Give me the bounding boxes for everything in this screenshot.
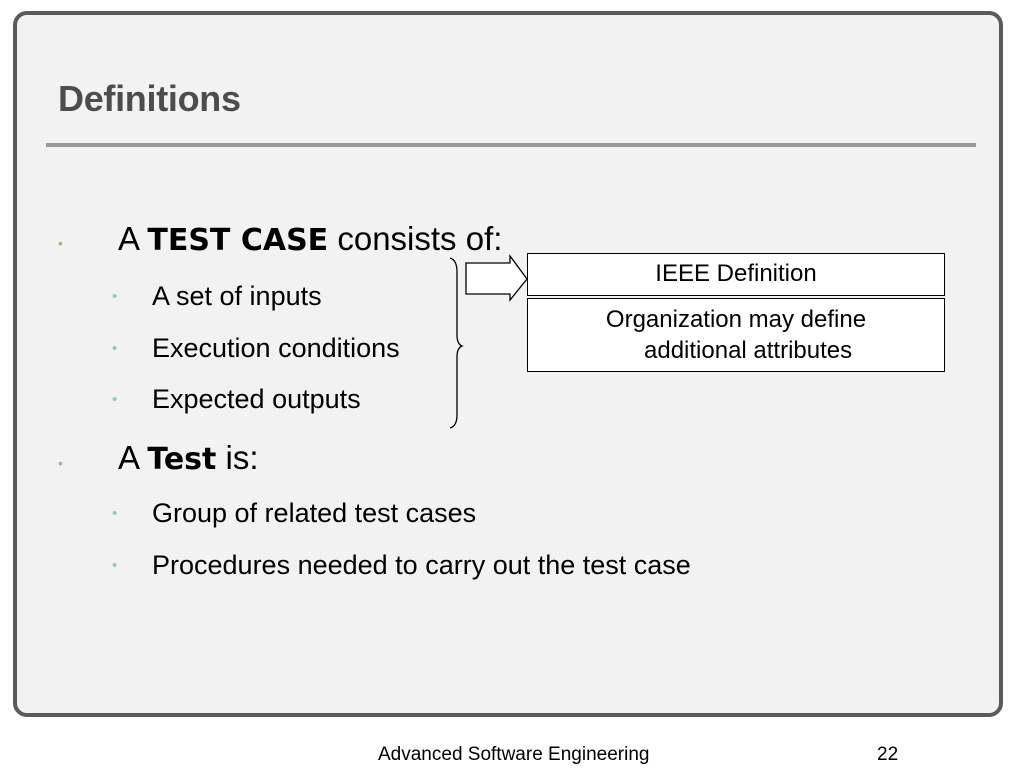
slide-title: Definitions	[58, 78, 241, 119]
sub-bullet-icon: •	[112, 288, 118, 305]
curly-brace-icon	[450, 258, 462, 428]
organization-note-line2: additional attributes	[644, 337, 853, 364]
list-item: Execution conditions	[152, 333, 400, 363]
heading-term: Test	[147, 442, 217, 477]
sub-bullet-icon: •	[112, 557, 118, 574]
sub-bullet-icon: •	[112, 340, 118, 357]
footer-page-number: 22	[877, 744, 899, 765]
heading-suffix: consists of:	[328, 220, 503, 257]
heading-prefix: A	[118, 220, 148, 257]
list-item: Group of related test cases	[152, 498, 477, 528]
sub-bullet-icon: •	[112, 391, 118, 408]
heading-term: TEST CASE	[147, 223, 329, 258]
organization-note-box	[527, 298, 945, 372]
ieee-definition-box	[527, 253, 945, 296]
bullet-icon: •	[58, 235, 63, 251]
ieee-definition-label: IEEE Definition	[655, 260, 817, 287]
footer-course-title: Advanced Software Engineering	[378, 744, 650, 765]
bullet-icon: •	[58, 455, 63, 471]
list-item: A set of inputs	[152, 281, 322, 311]
right-arrow-icon	[466, 256, 527, 300]
sub-bullet-icon: •	[112, 505, 118, 522]
heading-suffix: is:	[216, 439, 259, 476]
list-item: Procedures needed to carry out the test case	[152, 550, 691, 580]
heading-prefix: A	[118, 439, 148, 476]
organization-note-line1: Organization may define	[605, 306, 867, 333]
list-item: Expected outputs	[152, 384, 361, 414]
